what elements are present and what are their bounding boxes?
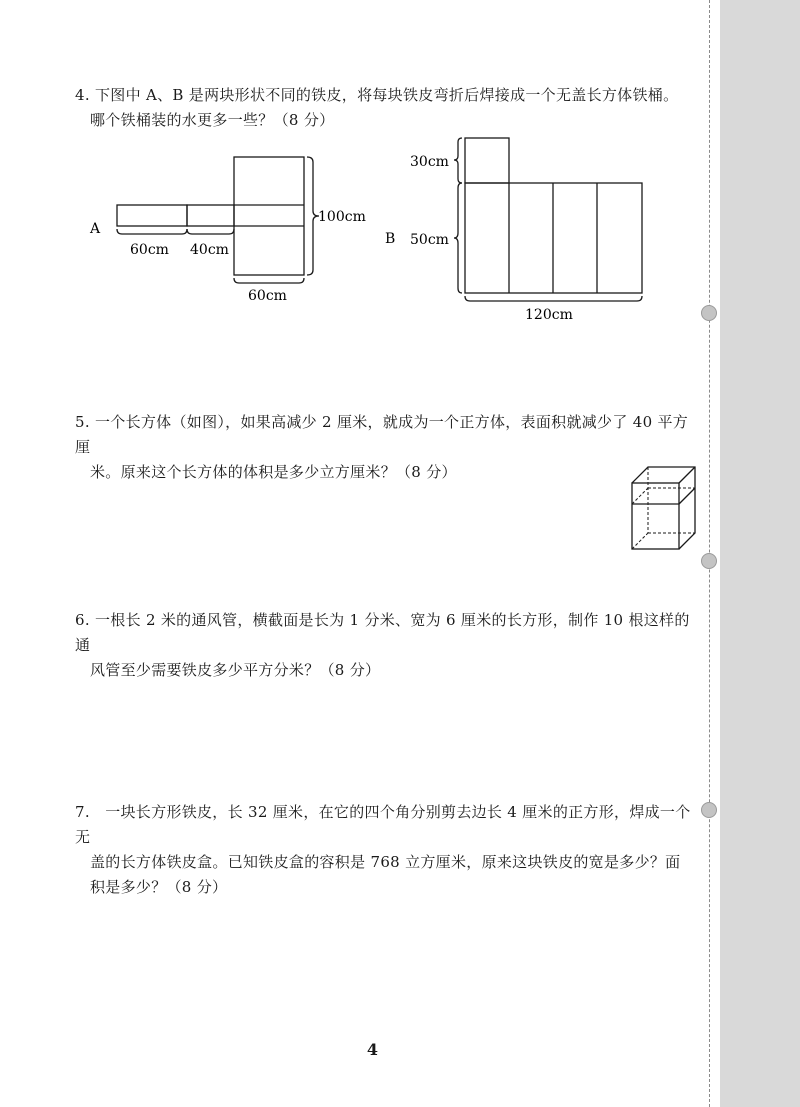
dim-label: 120cm bbox=[525, 307, 573, 323]
binding-hole bbox=[701, 553, 717, 569]
figure-a-net bbox=[80, 150, 380, 310]
question-line: 风管至少需要铁皮多少平方分米？（8 分） bbox=[90, 661, 381, 679]
dim-label: 100cm bbox=[318, 209, 366, 225]
binding-hole bbox=[701, 802, 717, 818]
dim-label: 50cm bbox=[410, 232, 449, 248]
question-line: 6. 一根长 2 米的通风管，横截面是长为 1 分米、宽为 6 厘米的长方形，制作 10 根这样的通 bbox=[75, 611, 690, 654]
question-line: 积是多少？（8 分） bbox=[90, 878, 228, 896]
question-6 bbox=[75, 608, 700, 683]
figure-b-label: B bbox=[385, 231, 396, 247]
question-line: 哪个铁桶装的水更多一些？（8 分） bbox=[90, 111, 335, 129]
question-line: 米。原来这个长方体的体积是多少立方厘米？（8 分） bbox=[90, 463, 457, 481]
binding-hole bbox=[701, 305, 717, 321]
dim-label: 30cm bbox=[410, 154, 449, 170]
dim-label: 40cm bbox=[190, 242, 229, 258]
binding-margin bbox=[720, 0, 800, 1107]
dim-label: 60cm bbox=[248, 288, 287, 304]
dim-label: 60cm bbox=[130, 242, 169, 258]
figure-b-net bbox=[380, 130, 680, 325]
question-4 bbox=[75, 83, 700, 133]
question-line: 5. 一个长方体（如图），如果高减少 2 厘米，就成为一个正方体，表面积就减少了 40 平方厘 bbox=[75, 413, 689, 456]
question-line: 4. 下图中 A、B 是两块形状不同的铁皮，将每块铁皮弯折后焊接成一个无盖长方体铁桶。 bbox=[75, 86, 679, 104]
page-number: 4 bbox=[366, 1040, 379, 1059]
cuboid-figure bbox=[628, 460, 700, 555]
question-5 bbox=[75, 410, 700, 485]
question-line: 7. 一块长方形铁皮，长 32 厘米，在它的四个角分别剪去边长 4 厘米的正方形，焊成一个无 bbox=[75, 803, 691, 846]
question-line: 盖的长方体铁皮盒。已知铁皮盒的容积是 768 立方厘米，原来这块铁皮的宽是多少？面 bbox=[90, 853, 681, 871]
question-7 bbox=[75, 800, 700, 900]
figure-a-label: A bbox=[90, 221, 101, 237]
